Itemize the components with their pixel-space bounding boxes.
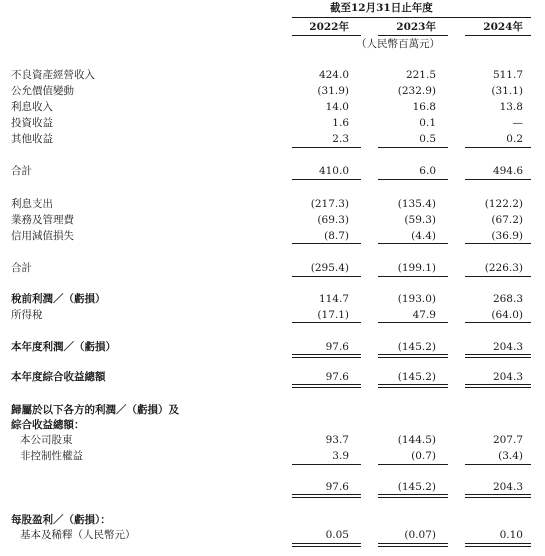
- cell-2022: (295.4): [310, 262, 349, 274]
- cell-2024: (226.3): [484, 262, 523, 274]
- cell-2022: 3.9: [332, 450, 349, 462]
- cell-2023: (193.0): [397, 293, 436, 305]
- cell-2024: (64.0): [491, 309, 523, 321]
- cell-2022: (69.3): [317, 214, 349, 226]
- row-label: 本年度利潤／（虧損）: [11, 341, 116, 353]
- cell-2024: 494.6: [492, 165, 523, 177]
- double-rule-bottom: [292, 387, 361, 388]
- cell-2024: 0.2: [506, 133, 523, 145]
- cell-2024: (3.4): [498, 450, 523, 462]
- cell-2022: 114.7: [318, 293, 349, 305]
- double-rule-top: [465, 384, 531, 385]
- row-label: 基本及稀釋（人民幣元）: [20, 529, 136, 541]
- cell-2024: (36.9): [491, 230, 523, 242]
- cell-2023: (199.1): [397, 262, 436, 274]
- double-rule-bottom: [378, 497, 448, 498]
- cell-2024: (31.1): [491, 85, 523, 97]
- cell-2023: 0.5: [419, 133, 436, 145]
- period-header: 截至12月31日止年度: [330, 2, 433, 14]
- double-rule-top: [292, 494, 361, 495]
- row-label: 利息收入: [11, 101, 53, 113]
- cell-2023: 0.1: [419, 117, 436, 129]
- double-rule-bottom: [292, 497, 361, 498]
- subtotal-rule: [292, 147, 361, 148]
- cell-2022: (8.7): [324, 230, 349, 242]
- cell-2022: 93.7: [325, 434, 349, 446]
- cell-2022: 97.6: [325, 341, 349, 353]
- cell-2023: (135.4): [397, 198, 436, 210]
- cell-2023: 221.5: [405, 69, 436, 81]
- double-rule-bottom: [378, 357, 448, 358]
- cell-2023: (0.07): [404, 529, 436, 541]
- unit-label: （人民幣百萬元）: [356, 38, 440, 50]
- section-heading: 歸屬於以下各方的利潤／（虧損）及: [11, 404, 179, 416]
- row-label: 非控制性權益: [20, 450, 83, 462]
- row-label: 業務及管理費: [11, 214, 74, 226]
- year-2022-header: 2022年: [309, 21, 349, 33]
- cell-2024: 268.3: [492, 293, 523, 305]
- double-rule-top: [292, 384, 361, 385]
- cell-2022: 0.05: [325, 529, 349, 541]
- double-rule-top: [292, 543, 361, 544]
- subtotal-rule: [292, 243, 361, 244]
- year-2024-underline: [465, 35, 531, 36]
- row-label: 合計: [11, 262, 32, 274]
- subtotal-rule: [465, 322, 531, 323]
- cell-2023: 47.9: [412, 309, 436, 321]
- row-label: 本年度綜合收益總額: [11, 371, 106, 383]
- cell-2022: 410.0: [318, 165, 349, 177]
- subtotal-rule: [378, 147, 448, 148]
- cell-2022: 424.0: [318, 69, 349, 81]
- header-rule: [292, 17, 531, 18]
- cell-2023: (0.7): [411, 450, 436, 462]
- cell-2022: 97.6: [325, 481, 349, 493]
- subtotal-rule: [465, 243, 531, 244]
- cell-2023: (145.2): [397, 371, 436, 383]
- row-label: 利息支出: [11, 198, 53, 210]
- cell-2023: 6.0: [419, 165, 436, 177]
- total-rule: [292, 276, 361, 277]
- cell-2022: (17.1): [317, 309, 349, 321]
- cell-2023: (59.3): [404, 214, 436, 226]
- cell-2024: 13.8: [499, 101, 523, 113]
- year-2024-header: 2024年: [483, 21, 523, 33]
- cell-2023: (4.4): [411, 230, 436, 242]
- cell-2024: (67.2): [491, 214, 523, 226]
- subtotal-rule: [378, 464, 448, 465]
- cell-2022: 14.0: [325, 101, 349, 113]
- cell-2023: (232.9): [397, 85, 436, 97]
- cell-2024: 207.7: [492, 434, 523, 446]
- double-rule-top: [378, 354, 448, 355]
- double-rule-bottom: [378, 546, 448, 547]
- cell-2022: 1.6: [332, 117, 349, 129]
- subtotal-rule: [378, 243, 448, 244]
- row-label: 不良資產經營收入: [11, 69, 95, 81]
- cell-2024: 511.7: [492, 69, 523, 81]
- double-rule-bottom: [292, 357, 361, 358]
- subtotal-rule: [378, 322, 448, 323]
- cell-2023: (145.2): [397, 341, 436, 353]
- row-label: 稅前利潤／（虧損）: [11, 293, 106, 305]
- section-heading: 綜合收益總額：: [11, 419, 85, 431]
- total-rule: [292, 179, 361, 180]
- cell-2023: (144.5): [397, 434, 436, 446]
- row-label: 合計: [11, 165, 32, 177]
- double-rule-top: [292, 354, 361, 355]
- cell-2024: 204.3: [492, 371, 523, 383]
- subtotal-rule: [292, 322, 361, 323]
- cell-2023: (145.2): [397, 481, 436, 493]
- subtotal-rule: [292, 464, 361, 465]
- total-rule: [378, 276, 448, 277]
- subtotal-rule: [465, 464, 531, 465]
- cell-2024: 0.10: [499, 529, 523, 541]
- year-2023-underline: [378, 35, 448, 36]
- section-heading: 每股盈利／（虧損）：: [11, 514, 111, 526]
- cell-2024: 204.3: [492, 341, 523, 353]
- double-rule-top: [378, 543, 448, 544]
- total-rule: [378, 179, 448, 180]
- row-label: 其他收益: [11, 133, 53, 145]
- cell-2022: (217.3): [310, 198, 349, 210]
- row-label: 信用減值損失: [11, 230, 74, 242]
- double-rule-bottom: [465, 357, 531, 358]
- year-2023-header: 2023年: [396, 21, 436, 33]
- double-rule-bottom: [465, 497, 531, 498]
- cell-2023: 16.8: [412, 101, 436, 113]
- double-rule-bottom: [465, 387, 531, 388]
- double-rule-top: [465, 494, 531, 495]
- row-label: 公允價值變動: [11, 85, 74, 97]
- total-rule: [465, 276, 531, 277]
- double-rule-bottom: [292, 546, 361, 547]
- total-rule: [465, 179, 531, 180]
- row-label: 投資收益: [11, 117, 53, 129]
- subtotal-rule: [465, 147, 531, 148]
- double-rule-top: [465, 354, 531, 355]
- cell-2022: 2.3: [332, 133, 349, 145]
- cell-2022: (31.9): [317, 85, 349, 97]
- cell-2024: 204.3: [492, 481, 523, 493]
- double-rule-top: [378, 494, 448, 495]
- double-rule-bottom: [378, 387, 448, 388]
- row-label: 所得稅: [11, 309, 43, 321]
- double-rule-top: [378, 384, 448, 385]
- double-rule-bottom: [465, 546, 531, 547]
- year-2022-underline: [292, 35, 361, 36]
- cell-2022: 97.6: [325, 371, 349, 383]
- double-rule-top: [465, 543, 531, 544]
- cell-2024: —: [512, 117, 523, 129]
- row-label: 本公司股東: [20, 434, 73, 446]
- cell-2024: (122.2): [484, 198, 523, 210]
